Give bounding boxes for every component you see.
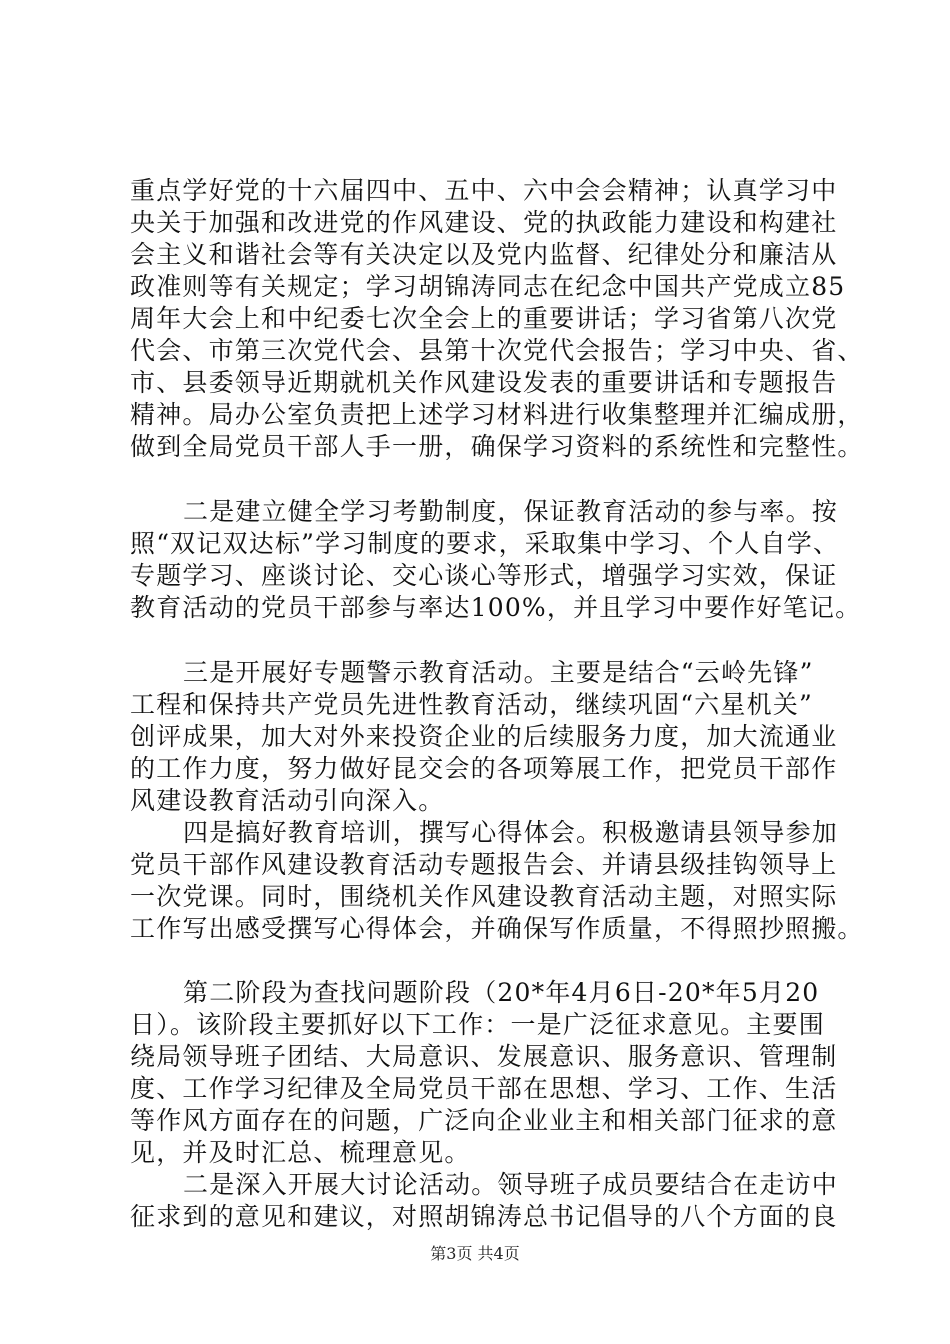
text-line: 会主义和谐社会等有关决定以及党内监督、纪律处分和廉洁从 [130, 240, 838, 269]
text-line: 市、县委领导近期就机关作风建设发表的重要讲话和专题报告 [130, 368, 838, 397]
text-line: 创评成果，加大对外来投资企业的后续服务力度，加大流通业 [130, 722, 838, 751]
text-line: 代会、市第三次党代会、县第十次党代会报告；学习中央、省、 [130, 336, 864, 365]
text-line: 度、工作学习纪律及全局党员干部在思想、学习、工作、生活 [130, 1074, 838, 1103]
text-line: 四是搞好教育培训，撰写心得体会。积极邀请县领导参加 [183, 818, 839, 847]
text-line: 工程和保持共产党员先进性教育活动，继续巩固“六星机关” [130, 690, 813, 719]
text-line: 见，并及时汇总、梳理意见。 [130, 1138, 471, 1167]
page-number: 第3页 共4页 [430, 1244, 520, 1263]
text-line: 一次党课。同时，围绕机关作风建设教育活动主题，对照实际 [130, 882, 838, 911]
text-line: 第二阶段为查找问题阶段（20*年4月6日-20*年5月20 [183, 978, 820, 1007]
text-line: 等作风方面存在的问题，广泛向企业业主和相关部门征求的意 [130, 1106, 838, 1135]
text-line: 征求到的意见和建议，对照胡锦涛总书记倡导的八个方面的良 [130, 1202, 838, 1231]
text-line: 照“双记双达标”学习制度的要求，采取集中学习、个人自学、 [130, 529, 840, 558]
text-line: 日）。该阶段主要抓好以下工作：一是广泛征求意见。主要围 [130, 1010, 825, 1039]
text-line: 绕局领导班子团结、大局意识、发展意识、服务意识、管理制 [130, 1042, 838, 1071]
text-line: 教育活动的党员干部参与率达100%，并且学习中要作好笔记。 [130, 593, 862, 622]
text-line: 专题学习、座谈讨论、交心谈心等形式，增强学习实效，保证 [130, 561, 838, 590]
text-line: 二是建立健全学习考勤制度，保证教育活动的参与率。按 [183, 497, 839, 526]
text-line: 党员干部作风建设教育活动专题报告会、并请县级挂钩领导上 [130, 850, 838, 879]
text-line: 重点学好党的十六届四中、五中、六中会会精神；认真学习中 [130, 176, 838, 205]
text-line: 周年大会上和中纪委七次全会上的重要讲话；学习省第八次党 [130, 304, 838, 333]
text-line: 二是深入开展大讨论活动。领导班子成员要结合在走访中 [183, 1170, 839, 1199]
text-line: 三是开展好专题警示教育活动。主要是结合“云岭先锋” [183, 658, 814, 687]
text-line: 做到全局党员干部人手一册，确保学习资料的系统性和完整性。 [130, 432, 864, 461]
text-line: 精神。局办公室负责把上述学习材料进行收集整理并汇编成册， [130, 400, 864, 429]
text-line: 政准则等有关规定；学习胡锦涛同志在纪念中国共产党成立85 [130, 272, 846, 301]
text-line: 的工作力度，努力做好昆交会的各项筹展工作，把党员干部作 [130, 754, 838, 783]
text-line: 央关于加强和改进党的作风建设、党的执政能力建设和构建社 [130, 208, 838, 237]
text-line: 风建设教育活动引向深入。 [130, 786, 445, 815]
text-line: 工作写出感受撰写心得体会，并确保写作质量，不得照抄照搬。 [130, 914, 864, 943]
